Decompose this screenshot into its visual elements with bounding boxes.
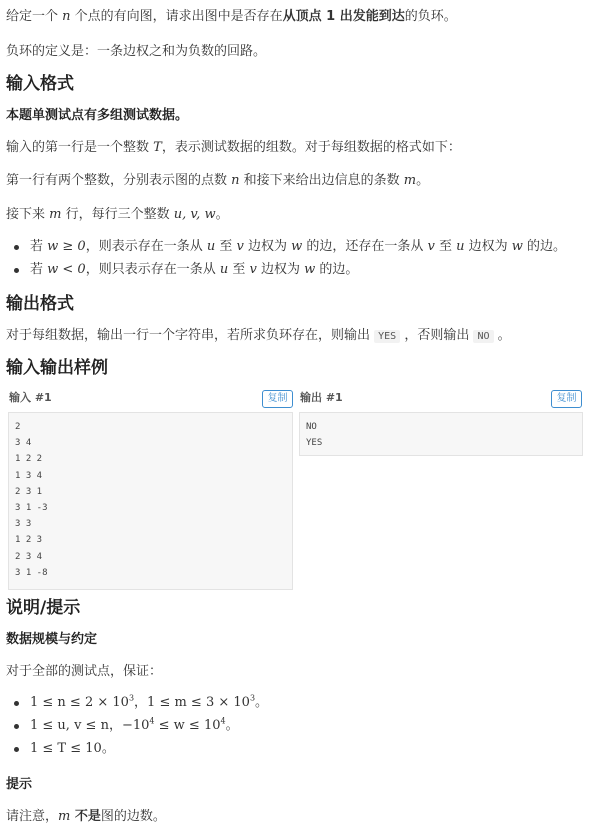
math-cond: w < 0 xyxy=(47,262,86,277)
math-exponent: 3 xyxy=(249,693,256,703)
math-uvw: u, v, w xyxy=(173,207,216,222)
output-description xyxy=(6,327,511,346)
text: 行，每行三个整数 xyxy=(61,207,174,222)
sample-output-lines xyxy=(306,419,576,451)
text: 对于每组数据，输出一行一个字符串，若所求负环存在，则输出 xyxy=(6,328,375,343)
math-constraint: 1 ≤ T ≤ 10 xyxy=(30,741,102,756)
math-T: T xyxy=(153,140,162,155)
text: 的边。 xyxy=(315,262,359,277)
text: 边权为 xyxy=(243,239,292,254)
code-line: 2 3 1 xyxy=(15,486,43,497)
math-exponent: 4 xyxy=(149,716,155,726)
code-line: 1 2 3 xyxy=(15,535,43,546)
text: 的边。 xyxy=(522,239,567,254)
tip-paragraph xyxy=(6,808,166,826)
input-format-heading: 输入格式 xyxy=(6,74,74,94)
sample-input-label: 输入 #1 xyxy=(9,391,52,404)
list-item xyxy=(0,237,566,257)
math-n: n xyxy=(231,173,240,188)
text: 请注意， xyxy=(6,809,59,824)
input-line-2 xyxy=(6,172,429,190)
math-m: m xyxy=(49,207,62,222)
code-line: 3 4 xyxy=(15,438,32,449)
text: 至 xyxy=(434,239,457,254)
sample-output-box[interactable] xyxy=(299,412,583,456)
code-line: 1 2 2 xyxy=(15,454,43,465)
code-line: 1 3 4 xyxy=(15,470,43,481)
intro-text-mid: 个点的有向图，请求出图中是否存在 xyxy=(70,9,283,24)
inline-code-no: NO xyxy=(473,330,493,343)
sample-input-lines xyxy=(15,419,286,581)
math-u: u xyxy=(456,239,465,254)
text: 若 xyxy=(30,239,48,254)
code-line: 2 3 4 xyxy=(15,551,43,562)
math-n: n xyxy=(62,9,71,24)
list-item xyxy=(0,739,268,759)
text: 至 xyxy=(228,262,250,277)
math-w: w xyxy=(304,262,316,277)
math-exponent: 3 xyxy=(128,693,135,703)
math-cond: w ≥ 0 xyxy=(47,239,86,254)
text: 边权为 xyxy=(464,239,512,254)
sample-input-box[interactable] xyxy=(8,412,293,590)
code-line: 2 xyxy=(15,422,21,432)
math-constraint: −10 xyxy=(121,718,150,733)
scale-intro: 对于全部的测试点，保证： xyxy=(6,664,163,679)
math-w: w xyxy=(511,239,523,254)
math-v: v xyxy=(249,262,257,277)
text: ， xyxy=(108,718,122,733)
multi-test-note: 本题单测试点有多组测试数据。 xyxy=(6,108,189,123)
edge-rules-list xyxy=(0,237,566,280)
math-m: m xyxy=(58,809,71,824)
math-u: u xyxy=(206,239,216,254)
code-line: NO xyxy=(306,422,317,432)
sample-output-label: 输出 #1 xyxy=(300,391,343,404)
scale-heading: 数据规模与约定 xyxy=(6,632,98,647)
code-line: YES xyxy=(306,438,323,449)
list-item xyxy=(0,260,566,280)
math-constraint: 1 ≤ u, v ≤ n xyxy=(30,718,109,733)
text: ，否则输出 xyxy=(400,328,474,343)
text: ，则表示存在一条从 xyxy=(85,239,207,254)
text: 第一行有两个整数，分别表示图的点数 xyxy=(6,173,232,188)
definition-paragraph: 负环的定义是：一条边权之和为负数的回路。 xyxy=(6,44,267,59)
output-format-heading: 输出格式 xyxy=(6,294,74,314)
text: 输入的第一行是一个整数 xyxy=(6,140,154,155)
math-constraint: ≤ w ≤ 10 xyxy=(154,718,221,733)
copy-input-button[interactable]: 复制 xyxy=(262,390,293,408)
input-line-3 xyxy=(6,206,229,224)
text: ，则只表示存在一条从 xyxy=(85,262,220,277)
math-w: w xyxy=(291,239,303,254)
intro-text: 给定一个 xyxy=(6,9,63,24)
text: 边权为 xyxy=(256,262,305,277)
text: 和接下来给出边信息的条数 xyxy=(239,173,404,188)
inline-code-yes: YES xyxy=(374,330,400,343)
list-item xyxy=(0,716,268,736)
math-u: u xyxy=(219,262,229,277)
math-v: v xyxy=(427,239,435,254)
math-exponent: 4 xyxy=(220,716,226,726)
code-line: 3 3 xyxy=(15,519,32,530)
math-v: v xyxy=(236,239,244,254)
constraints-list xyxy=(0,693,268,759)
list-item xyxy=(0,693,268,713)
copy-output-button[interactable]: 复制 xyxy=(551,390,582,408)
math-constraint: 1 ≤ m ≤ 3 × 10 xyxy=(147,695,250,710)
text: 接下来 xyxy=(6,207,50,222)
text: 若 xyxy=(30,262,48,277)
text: 的边，还存在一条从 xyxy=(302,239,428,254)
input-line-1 xyxy=(6,139,461,157)
code-line: 3 1 -8 xyxy=(15,567,48,578)
text: ，表示测试数据的组数。对于每组数据的格式如下： xyxy=(161,140,461,155)
text: 。 xyxy=(215,207,229,222)
tip-heading: 提示 xyxy=(6,777,33,792)
text: 。 xyxy=(416,173,430,188)
intro-bold: 从顶点 1 出发能到达 xyxy=(282,9,405,24)
text: 图的边数。 xyxy=(100,809,166,824)
text: 。 xyxy=(101,741,115,756)
intro-text-post: 的负环。 xyxy=(404,9,457,24)
code-line: 3 1 -3 xyxy=(15,503,48,514)
intro-paragraph xyxy=(6,8,457,26)
hints-heading: 说明/提示 xyxy=(6,598,81,618)
text: 。 xyxy=(225,718,239,733)
samples-heading: 输入输出样例 xyxy=(6,358,108,378)
tip-bold: 不是 xyxy=(70,809,101,824)
text: 。 xyxy=(493,328,511,343)
math-constraint: 1 ≤ n ≤ 2 × 10 xyxy=(30,695,129,710)
math-m: m xyxy=(403,173,417,188)
text: 。 xyxy=(255,695,269,710)
text: ， xyxy=(134,695,148,710)
text: 至 xyxy=(215,239,237,254)
